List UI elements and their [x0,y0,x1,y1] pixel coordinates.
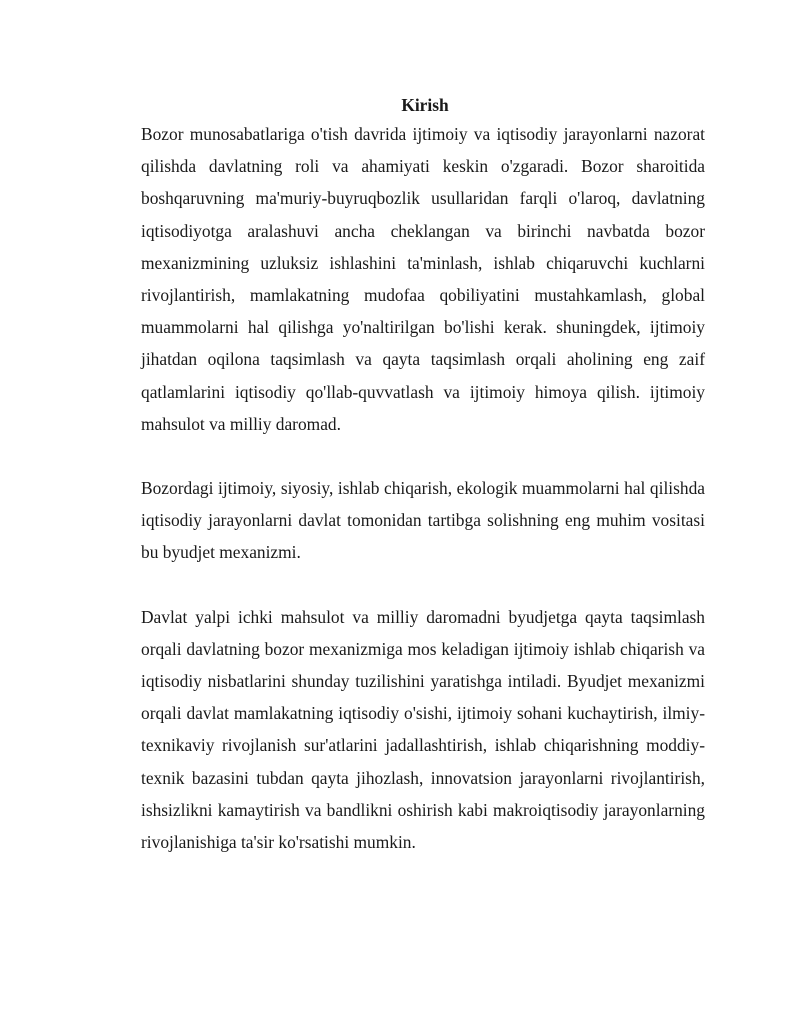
paragraph-2: Bozordagi ijtimoiy, siyosiy, ishlab chiqarish, ekologik muammolarni hal qilishda iqtisodiy jarayonlarni davlat tomonidan tartibga solishning eng muhim vositasi bu byudjet mexanizmi. [141,478,705,563]
document-body [141,92,705,858]
paragraph-3: Davlat yalpi ichki mahsulot va milliy daromadni byudjetga qayta taqsimlash orqali davlatning bozor mexanizmiga mos keladigan ijtimoiy ishlab chiqarish va iqtisodiy nisbatlarini shunday tuzilishini yaratishga intiladi. Byudjet mexanizmi orqali davlat mamlakatning iqtisodiy o'sishi, ijtimoiy sohani kuchaytirish, ilmiy-texnikaviy rivojlanish sur'atlarini jadallashtirish, ishlab chiqarishning moddiy-texnik bazasini tubdan qayta jihozlash, innovatsion jarayonlarni rivojlantirish, ishsizlikni kamaytirish va bandlikni oshirish kabi makroiqtisodiy jarayonlarning rivojlanishiga ta'sir ko'rsatishi mumkin. [141,606,705,853]
section-title: Kirish [401,95,449,115]
paragraph-1: Bozor munosabatlariga o'tish davrida ijtimoiy va iqtisodiy jarayonlarni nazorat qilishda davlatning roli va ahamiyati keskin o'zgaradi. Bozor sharoitida boshqaruvning ma'muriy-buyruqbozlik usullaridan farqli o'laroq, davlatning iqtisodiyotga aralashuvi ancha cheklangan va birinchi navbatda bozor mexanizmining uzluksiz ishlashini ta'minlash, ishlab chiqaruvchi kuchlarni rivojlantirish, mamlakatning mudofaa qobiliyatini mustahkamlash, global muammolarni hal qilishga yo'naltirilgan bo'lishi kerak. shuningdek, ijtimoiy jihatdan oqilona taqsimlash va qayta taqsimlash orqali aholining eng zaif qatlamlarini iqtisodiy qo'llab-quvvatlash va ijtimoiy himoya qilish. ijtimoiy mahsulot va milliy daromad. [141,124,705,434]
